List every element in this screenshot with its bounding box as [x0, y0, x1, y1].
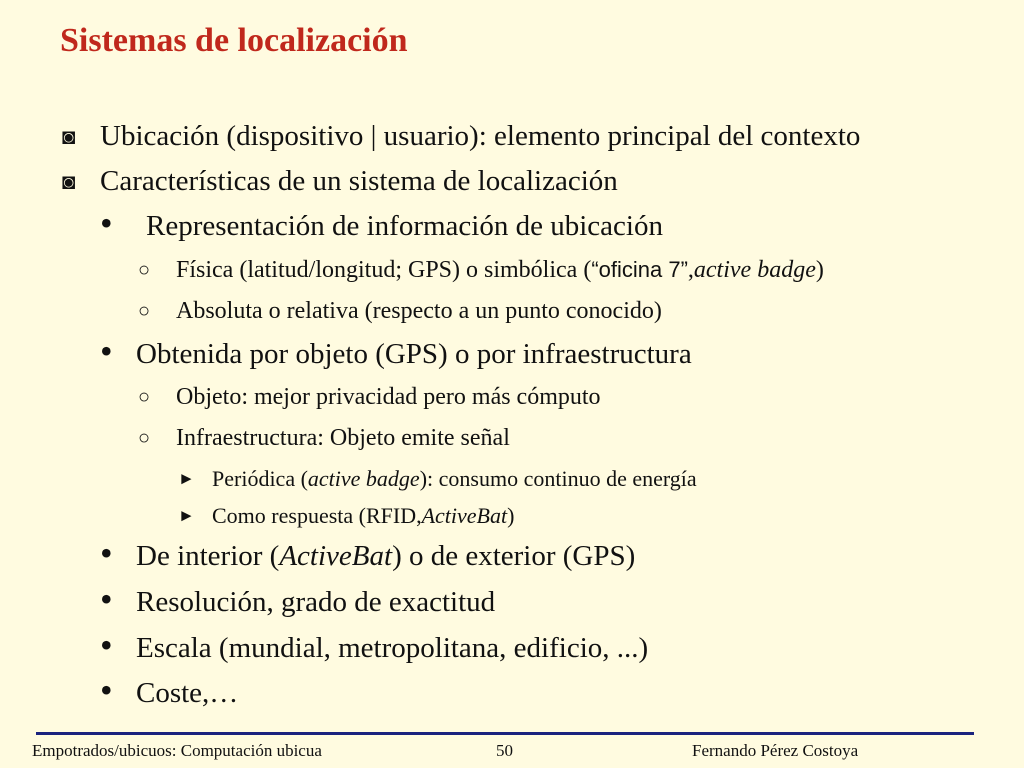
footer-page-number: 50 — [496, 741, 513, 760]
circle-bullet-icon: ○ — [138, 427, 151, 449]
bullet-text: De interior ( — [136, 540, 280, 572]
bullet-text: , — [687, 257, 694, 283]
dot-bullet-icon: • — [100, 625, 113, 665]
circle-bullet-icon: ○ — [138, 300, 151, 322]
dot-bullet-icon: • — [100, 331, 113, 371]
bullet-resolucion — [100, 579, 496, 619]
circle-bullet-icon: ○ — [138, 386, 151, 408]
dot-bullet-icon: • — [100, 670, 113, 710]
bullet-text: Objeto: mejor privacidad pero más cómputo — [176, 384, 601, 410]
dot-bullet-icon: • — [100, 203, 113, 243]
triangle-bullet-icon: ► — [178, 469, 195, 488]
bullet-text: Obtenida por objeto (GPS) o por infraestructura — [136, 338, 692, 370]
bullet-text: Infraestructura: Objeto emite señal — [176, 425, 510, 451]
bullet-text: Resolución, grado de exactitud — [136, 586, 496, 618]
bullet-text: Características de un sistema de localización — [100, 165, 618, 197]
bullet-respuesta — [178, 503, 515, 529]
bullet-text: Ubicación (dispositivo | usuario): elemento principal del contexto — [100, 120, 861, 152]
bullet-representacion — [100, 203, 663, 243]
bullet-text: Escala (mundial, metropolitana, edificio, ...) — [136, 632, 649, 664]
bullet-interior — [100, 533, 636, 573]
bullet-ubicacion — [62, 120, 861, 153]
bullet-text: ) — [815, 257, 824, 283]
triangle-bullet-icon: ► — [178, 506, 195, 525]
bullet-escala — [100, 625, 649, 665]
bullet-caracteristicas — [62, 165, 618, 198]
bullet-absoluta — [138, 298, 662, 325]
dot-bullet-icon: • — [100, 533, 113, 573]
bullet-text: Representación de información de ubicación — [146, 210, 663, 242]
slide-title: Sistemas de localización — [60, 22, 408, 59]
bullet-text: Coste,… — [136, 677, 239, 709]
bullet-text-italic: active badge — [307, 466, 420, 491]
bullet-text: Como respuesta (RFID, — [212, 503, 422, 528]
bullet-obtenida — [100, 331, 692, 371]
bullet-text: Absoluta o relativa (respecto a un punto conocido) — [176, 298, 662, 324]
footer-rule — [36, 732, 974, 735]
square-bullet-icon: ◙ — [62, 169, 76, 194]
bullet-objeto — [138, 384, 601, 411]
bullet-text-italic: ActiveBat — [279, 540, 393, 572]
bullet-text: ): consumo continuo de energía — [419, 466, 697, 491]
bullet-coste — [100, 670, 239, 710]
bullet-text-quoted: “oficina 7” — [591, 257, 688, 282]
bullet-text-italic: ActiveBat — [421, 503, 508, 528]
footer-course: Empotrados/ubicuos: Computación ubicua — [32, 741, 322, 760]
bullet-text: Física (latitud/longitud; GPS) o simbólica ( — [176, 257, 592, 283]
bullet-text: ) — [507, 503, 515, 528]
square-bullet-icon: ◙ — [62, 124, 76, 149]
bullet-text-italic: active badge — [693, 257, 816, 283]
bullet-text: Periódica ( — [212, 466, 308, 491]
dot-bullet-icon: • — [100, 579, 113, 619]
bullet-periodica — [178, 466, 697, 492]
bullet-infraestructura — [138, 425, 510, 452]
bullet-fisica — [138, 257, 824, 284]
bullet-text: ) o de exterior (GPS) — [392, 540, 636, 572]
footer-author: Fernando Pérez Costoya — [692, 741, 859, 760]
circle-bullet-icon: ○ — [138, 259, 151, 281]
